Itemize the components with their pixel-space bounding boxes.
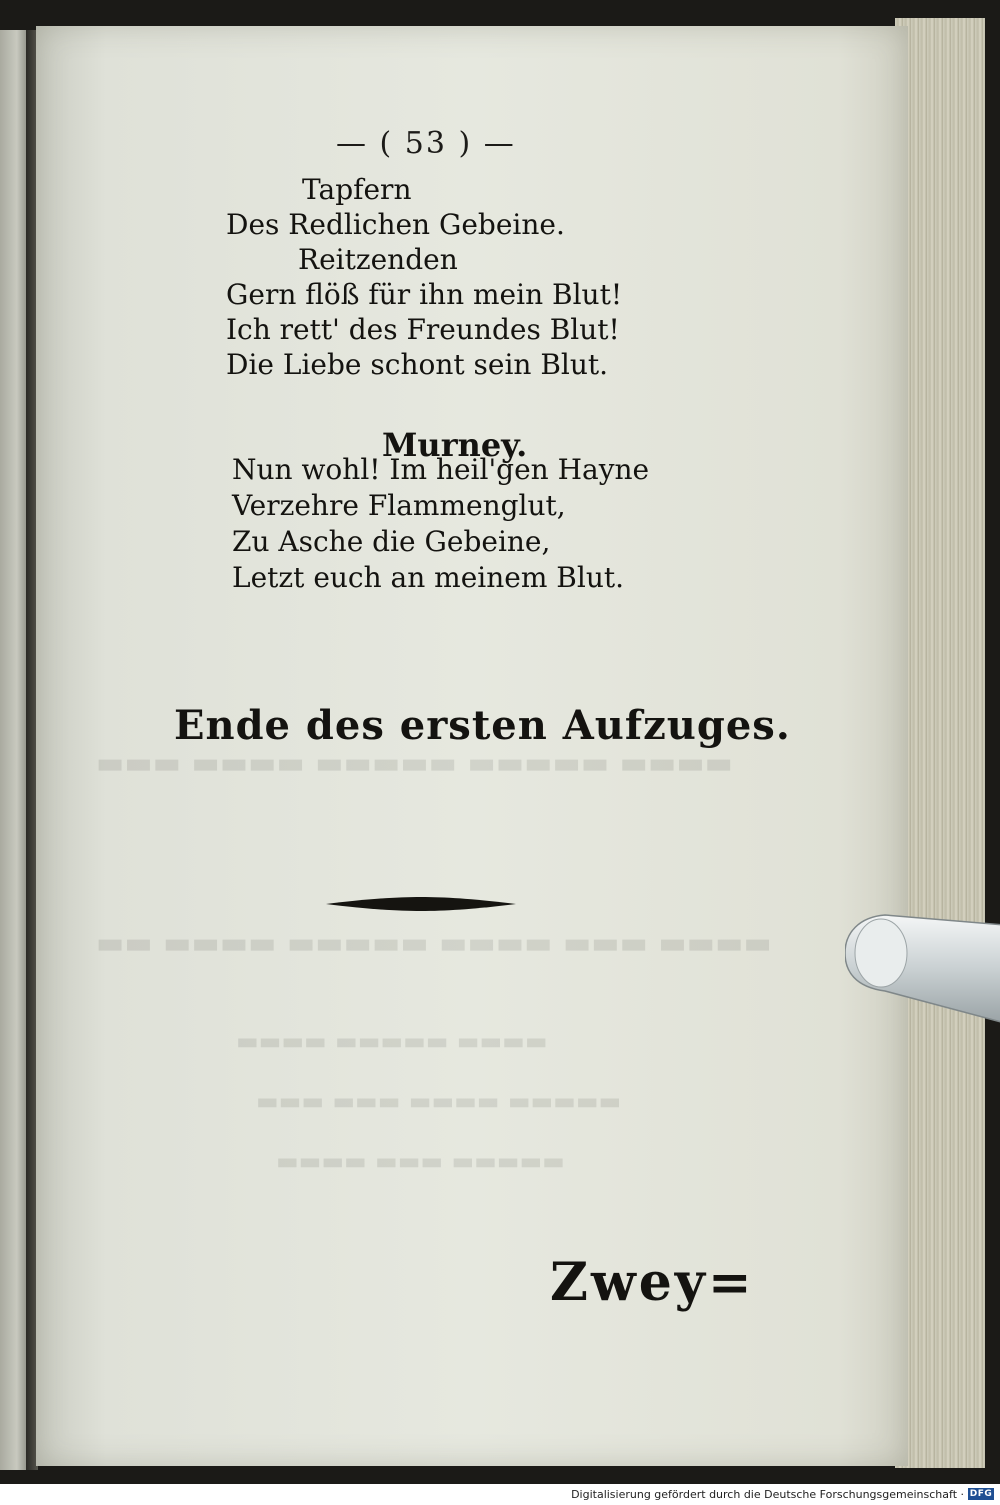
verse-line: Des Redlichen Gebeine.: [226, 208, 565, 241]
catchword: Zwey=: [550, 1252, 755, 1313]
show-through: ▬▬▬ ▬▬▬ ▬▬▬▬ ▬▬▬▬▬: [256, 1086, 622, 1115]
book-page: [36, 26, 908, 1466]
verse-line: Die Liebe schont sein Blut.: [226, 348, 609, 381]
previous-page-edge: [0, 30, 28, 1470]
page-number: — ( 53 ) —: [336, 126, 516, 161]
show-through: ▬▬ ▬▬▬▬ ▬▬▬▬▬ ▬▬▬▬ ▬▬▬ ▬▬▬▬: [96, 926, 772, 961]
ornamental-rule: [326, 896, 516, 912]
show-through: ▬▬▬▬ ▬▬▬▬▬ ▬▬▬▬: [236, 1026, 548, 1055]
funding-credit: Digitalisierung gefördert durch die Deutsche Forschungsgemeinschaft ·: [571, 1488, 964, 1501]
act-end-heading: Ende des ersten Aufzuges.: [174, 702, 791, 749]
verse-line: Gern flöß für ihn mein Blut!: [226, 278, 623, 311]
verse-line: Reitzenden: [298, 243, 458, 276]
page-holder-clip: [845, 905, 1000, 1025]
verse-line: Nun wohl! Im heil'gen Hayne: [232, 453, 650, 486]
verse-line: Tapfern: [302, 173, 412, 206]
dfg-logo: DFG: [969, 1489, 993, 1499]
show-through: ▬▬▬▬ ▬▬▬ ▬▬▬▬▬: [276, 1146, 565, 1175]
verse-line: Letzt euch an meinem Blut.: [232, 561, 625, 594]
verse-line: Verzehre Flammenglut,: [232, 489, 566, 522]
page-block-edges: [895, 18, 985, 1468]
verse-line: Zu Asche die Gebeine,: [232, 525, 551, 558]
verse-line: Ich rett' des Freundes Blut!: [226, 313, 620, 346]
speaker-name: Murney.: [382, 426, 528, 464]
digitization-footer: [0, 1484, 1000, 1505]
show-through: ▬▬▬ ▬▬▬▬ ▬▬▬▬▬ ▬▬▬▬▬ ▬▬▬▬: [96, 746, 734, 781]
